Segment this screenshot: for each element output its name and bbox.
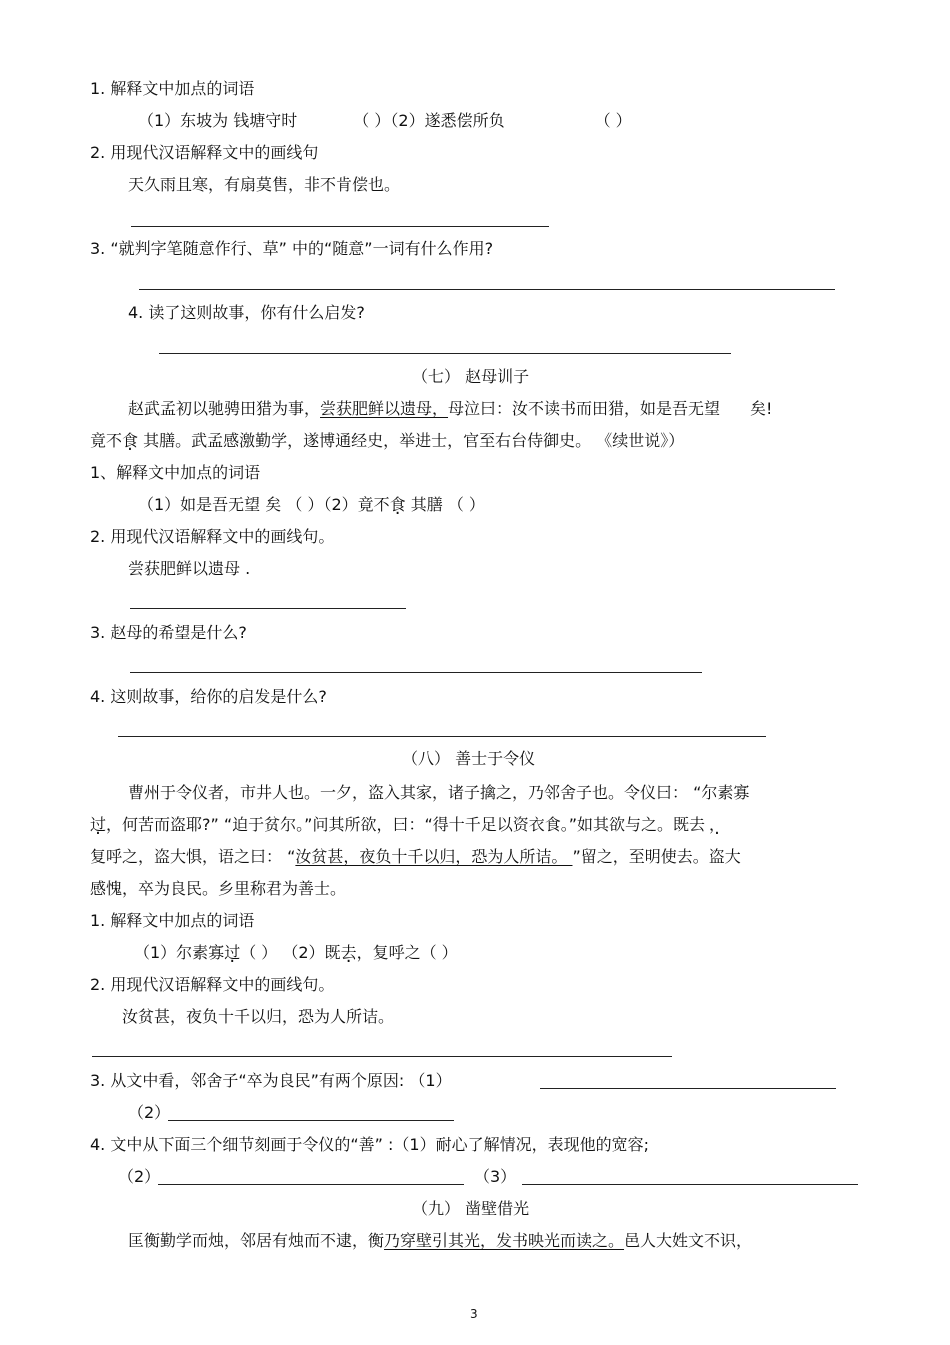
- passage-line: 竟不食 其膳。武孟感激勤学，遂博通经史，举进士，官至右台侍御史。 《续世说》）: [90, 431, 685, 450]
- q1-items: （1）尔素寡过（ ） （2）既去，复呼之（ ）: [134, 943, 458, 962]
- q3-heading: 3. “就判字笔随意作行、草” 中的“随意”一词有什么作用?: [90, 239, 494, 258]
- q1-items: （1）东坡为 钱塘守时 （ ）（2）遂悉偿所负 （ ）: [138, 111, 632, 130]
- page-number: 3: [470, 1307, 478, 1321]
- q4-detail-3: （3）: [474, 1167, 517, 1186]
- q2-heading: 2. 用现代汉语解释文中的画线句: [90, 143, 319, 162]
- q4-heading: 4. 读了这则故事，你有什么启发?: [128, 303, 365, 322]
- answer-line: [92, 1056, 672, 1057]
- section-title: （七） 赵母训子: [412, 367, 530, 386]
- q3-heading: 3. 赵母的希望是什么?: [90, 623, 247, 642]
- q2-sentence: 尝获肥鲜以遗母 .: [128, 559, 251, 578]
- q2-sentence: 天久雨且寒，有扇莫售，非不肯偿也。: [128, 175, 401, 194]
- q4-detail-2: （2）: [118, 1167, 161, 1186]
- passage-line: 感愧，卒为良民。乡里称君为善士。: [90, 879, 347, 898]
- q2-sentence: 汝贫甚，夜负十千以归，恐为人所诘。: [122, 1007, 395, 1026]
- q1-items: （1）如是吾无望 矣 （ ）（2）竟不食 其膳 （ ）: [138, 495, 485, 514]
- answer-line: [139, 289, 835, 290]
- q2-heading: 2. 用现代汉语解释文中的画线句。: [90, 975, 335, 994]
- q3-reason-2: （2）: [128, 1103, 171, 1122]
- answer-line: [130, 608, 406, 609]
- passage-line: 过，何苦而盗耶?” “迫于贫尔。”问其所欲，曰：“得十千足以资衣食。”如其欲与之。既去 ， ·: [90, 814, 725, 836]
- q4-heading: 4. 这则故事，给你的启发是什么?: [90, 687, 327, 706]
- answer-line: [130, 672, 702, 673]
- q4-heading: 4. 文中从下面三个细节刻画于令仪的“善” :（1）耐心了解情况，表现他的宽容;: [90, 1135, 649, 1154]
- answer-line: [540, 1088, 836, 1089]
- passage-line: 曹州于令仪者，市井人也。一夕，盗入其家，诸子擒之，乃邻舍子也。令仪曰： “尔素寡: [128, 783, 750, 802]
- q1-heading: 1. 解释文中加点的词语: [90, 79, 255, 98]
- answer-line: [158, 1184, 464, 1185]
- answer-line: [522, 1184, 858, 1185]
- passage-line: 匡衡勤学而烛，邻居有烛而不逮，衡乃穿壁引其光，发书映光而读之。邑人大姓文不识，: [128, 1231, 753, 1250]
- answer-line: [131, 226, 549, 227]
- answer-line: [168, 1120, 454, 1121]
- q3-heading: 3. 从文中看，邻舍子“卒为良民”有两个原因: （1）: [90, 1071, 452, 1090]
- section-title: （九） 凿壁借光: [412, 1199, 530, 1218]
- answer-line: [159, 353, 731, 354]
- passage-line: 赵武孟初以驰骋田猎为事，尝获肥鲜以遗母，母泣曰：汝不读书而田猎，如是吾无望 矣!: [128, 399, 773, 418]
- answer-line: [118, 736, 766, 737]
- passage-line: 复呼之，盗大惧，语之曰： “汝贫甚，夜负十千以归，恐为人所诘。 ”留之，至明使去。盗大: [90, 847, 741, 866]
- section-title: （八） 善士于令仪: [402, 749, 536, 768]
- q1-heading: 1. 解释文中加点的词语: [90, 911, 255, 930]
- q1-heading: 1、解释文中加点的词语: [90, 463, 261, 482]
- q2-heading: 2. 用现代汉语解释文中的画线句。: [90, 527, 335, 546]
